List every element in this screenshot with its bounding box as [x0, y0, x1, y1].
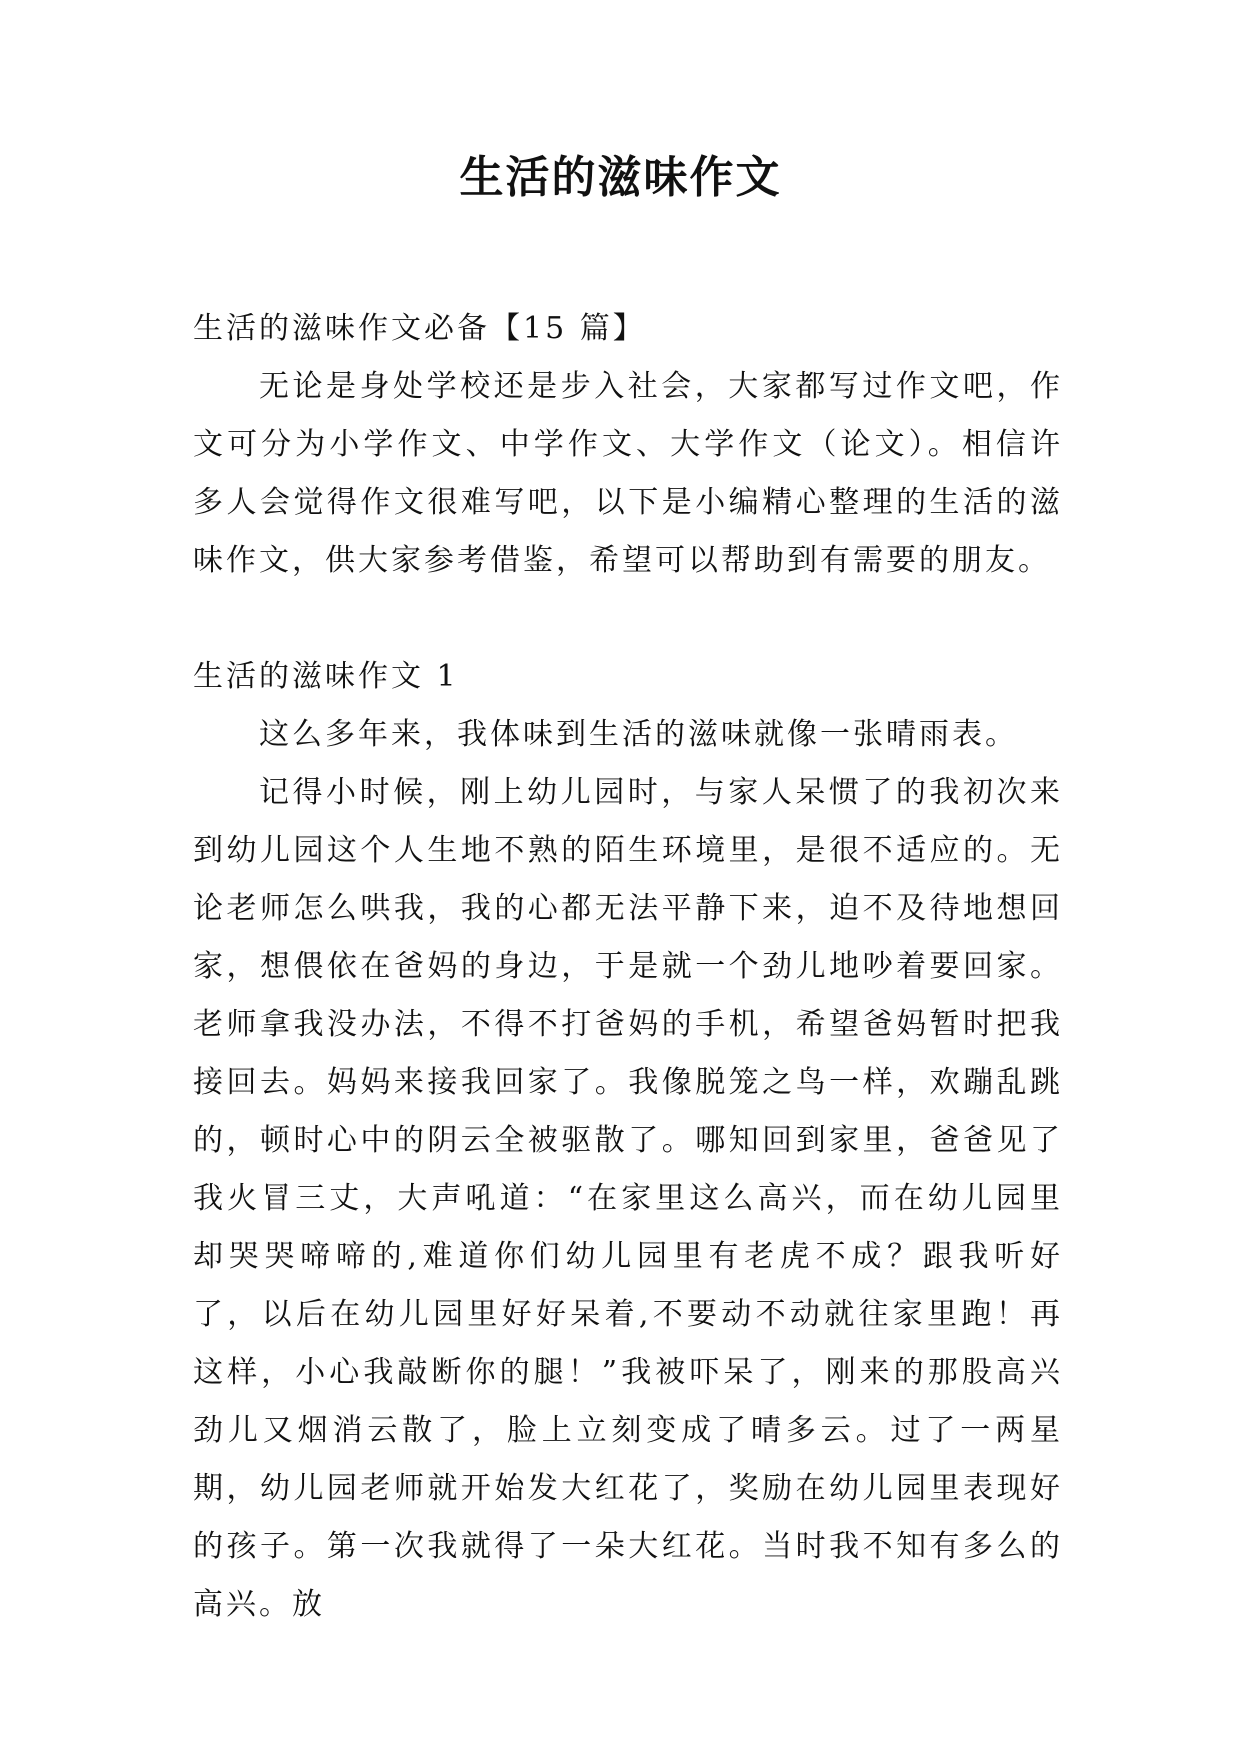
document-body — [193, 300, 1063, 1634]
section-heading: 生活的滋味作文 1 — [193, 659, 459, 694]
intro-paragraph: 无论是身处学校还是步入社会，大家都写过作文吧，作文可分为小学作文、中学作文、大学作文（论文）。相信许多人会觉得作文很难写吧，以下是小编精心整理的生活的滋味作文，供大家参考借鉴，希望可以帮助到有需要的朋友。 — [193, 369, 1063, 578]
section-spacer — [193, 590, 1063, 648]
body-paragraph: 这么多年来，我体味到生活的滋味就像一张晴雨表。 — [259, 717, 1018, 752]
document-title: 生活的滋味作文 — [459, 152, 782, 203]
body-paragraph: 记得小时候，刚上幼儿园时，与家人呆惯了的我初次来到幼儿园这个人生地不熟的陌生环境里，是很不适应的。无论老师怎么哄我，我的心都无法平静下来，迫不及待地想回家，想偎依在爸妈的身边，于是就一个劲儿地吵着要回家。老师拿我没办法，不得不打爸妈的手机，希望爸妈暂时把我接回去。妈妈来接我回家了。我像脱笼之鸟一样，欢蹦乱跳的，顿时心中的阴云全被驱散了。哪知回到家里，爸爸见了我火冒三丈，大声吼道：“在家里这么高兴，而在幼儿园里却哭哭啼啼的,难道你们幼儿园里有老虎不成？跟我听好了，以后在幼儿园里好好呆着,不要动不动就往家里跑！再这样，小心我敲断你的腿！”我被吓呆了，刚来的那股高兴劲儿又烟消云散了，脸上立刻变成了晴多云。过了一两星期，幼儿园老师就开始发大红花了，奖励在幼儿园里表现好的孩子。第一次我就得了一朵大红花。当时我不知有多么的高兴。放 — [193, 775, 1063, 1622]
document-subtitle: 生活的滋味作文必备【15 篇】 — [193, 311, 646, 346]
